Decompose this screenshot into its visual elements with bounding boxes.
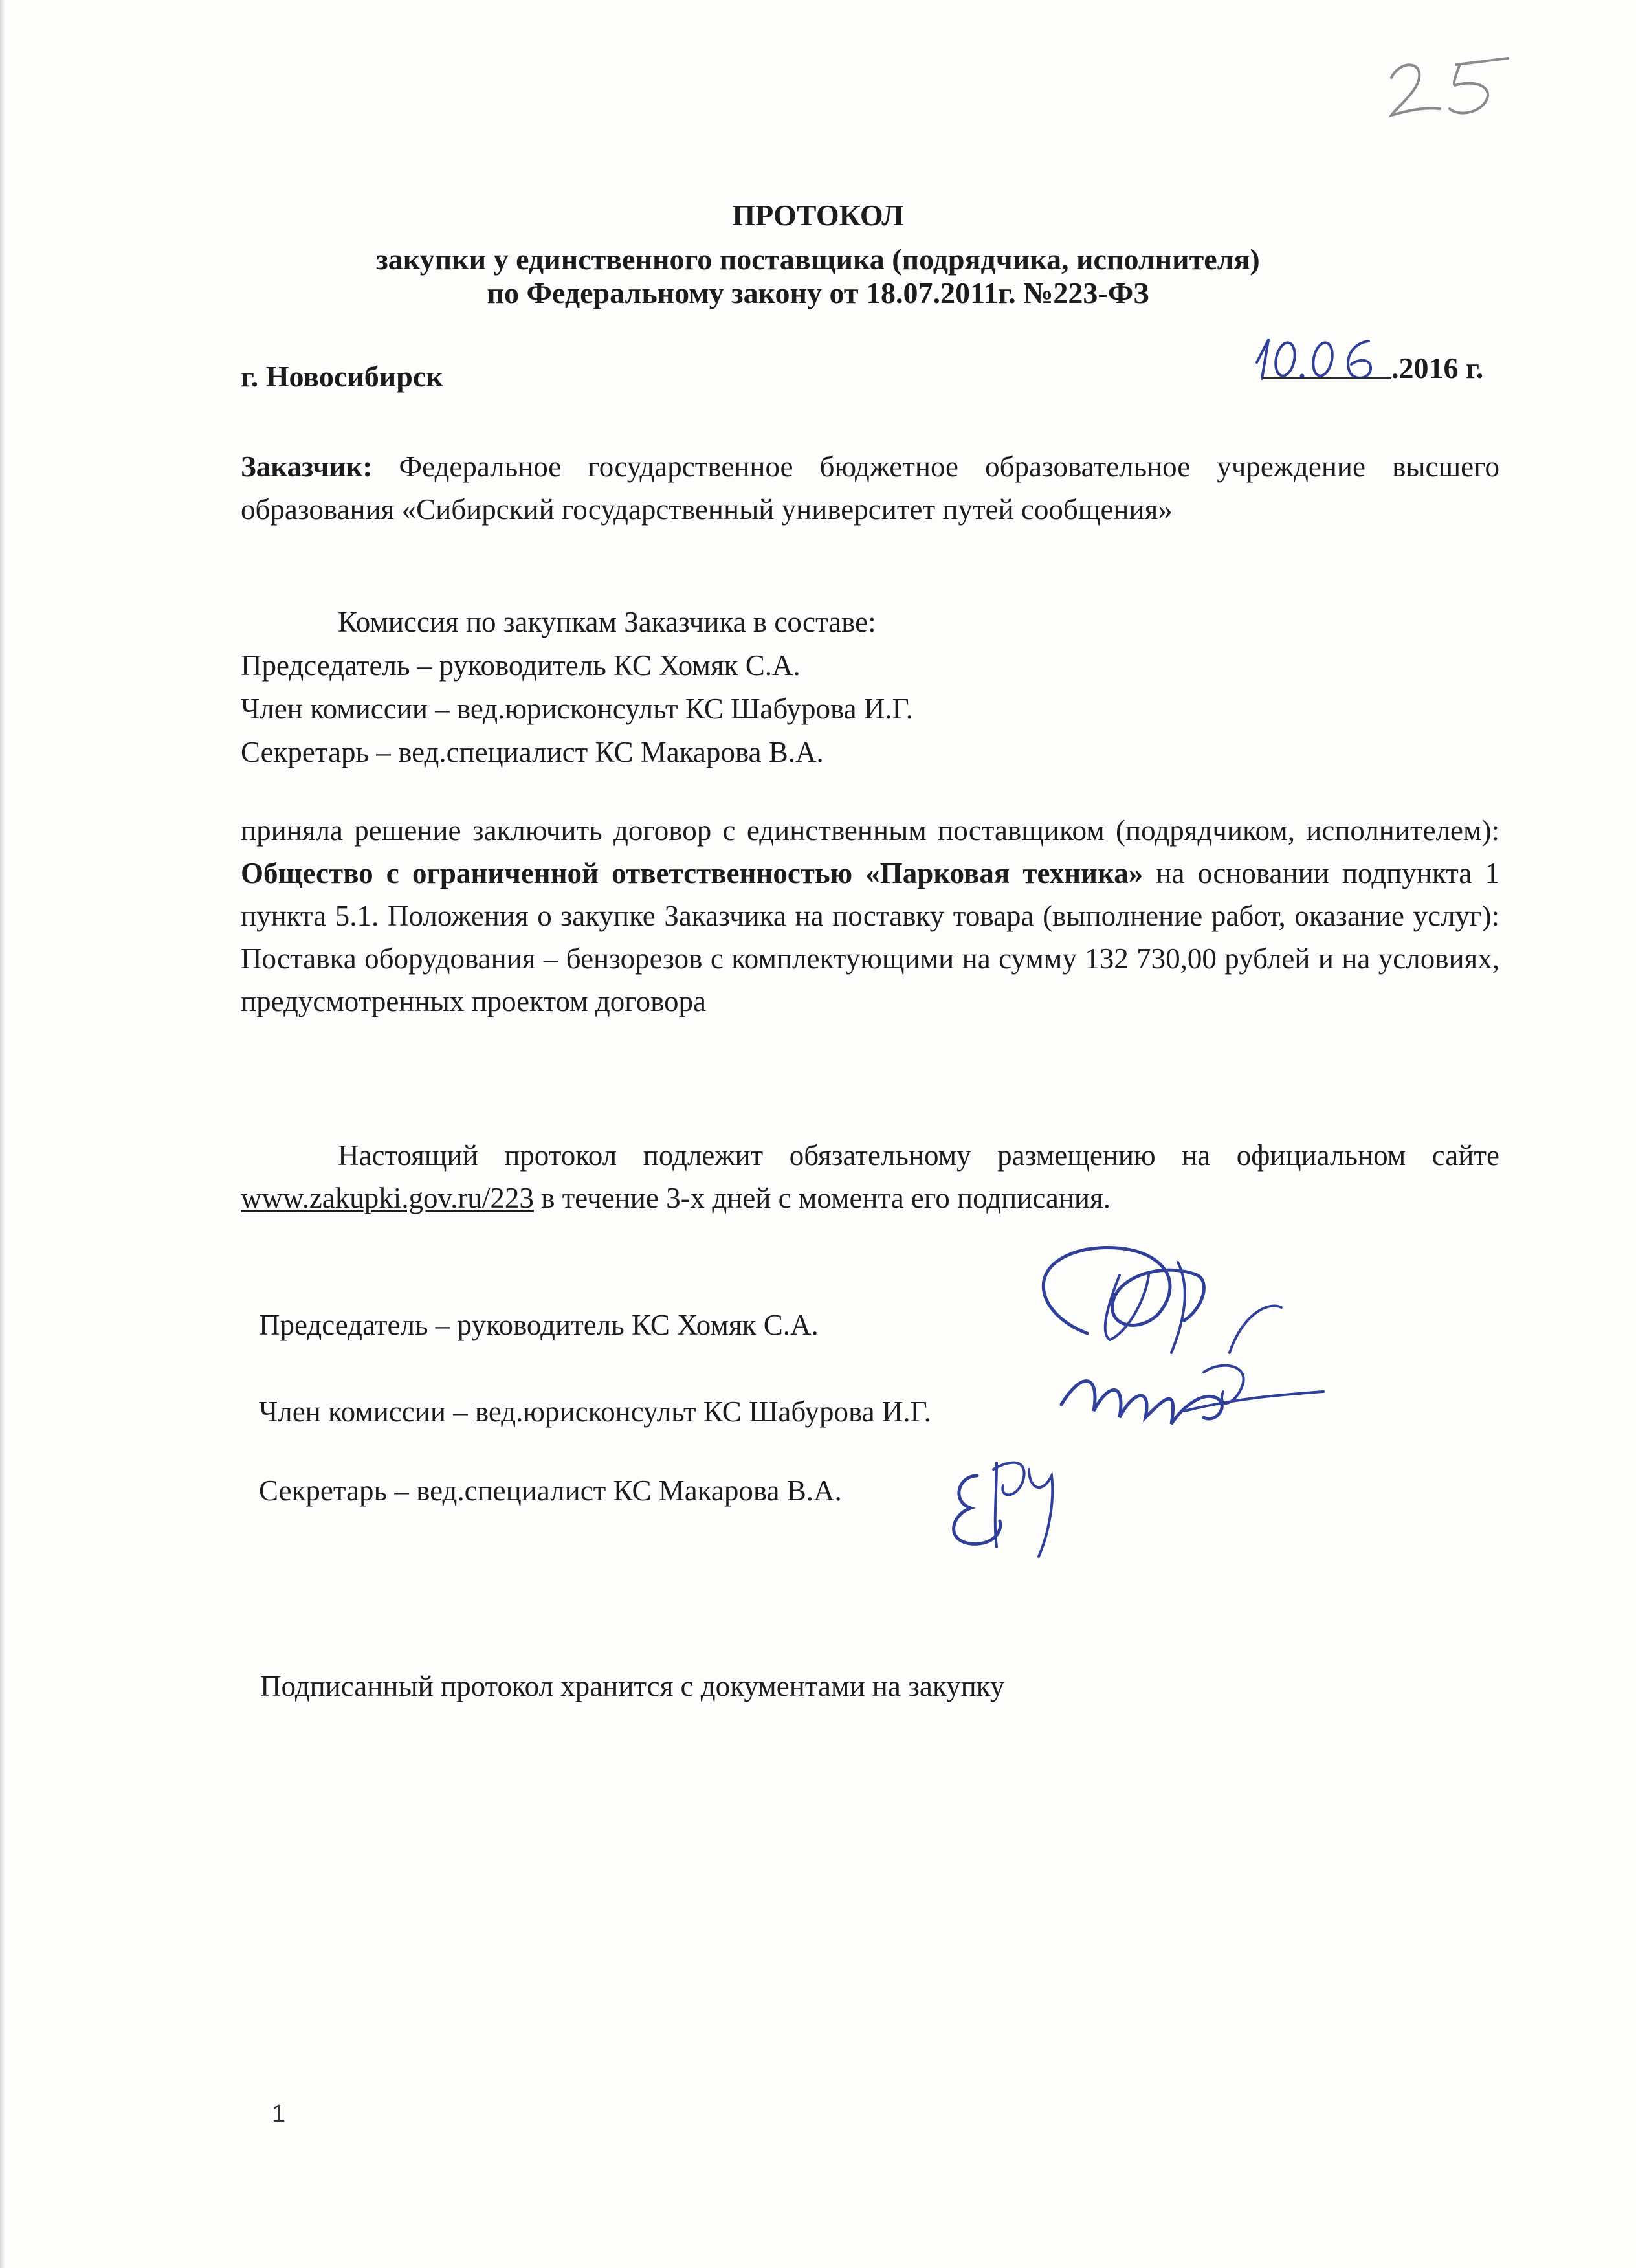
commission-secretary: Секретарь – вед.специалист КС Макарова В.А. — [241, 736, 824, 768]
document-title: ПРОТОКОЛ — [732, 199, 904, 232]
customer-label: Заказчик: — [241, 450, 373, 483]
page-number: 1 — [272, 2100, 286, 2128]
customer-text: Федеральное государственное бюджетное образовательное учреждение высшего образования «Сибирский государственный университет путей сообщения» — [241, 450, 1499, 526]
date-year: .2016 г. — [1391, 351, 1484, 384]
document-law-reference: по Федеральному закону от 18.07.2011г. №223-ФЗ — [487, 276, 1149, 309]
signature-line-member: Член комиссии – вед.юрисконсульт КС Шабурова И.Г. — [259, 1395, 931, 1428]
zakupki-link[interactable]: www.zakupki.gov.ru/223 — [241, 1182, 534, 1214]
supplier-name: Общество с ограниченной ответственностью «Парковая техника» — [241, 857, 1144, 889]
secretary-signature — [932, 1437, 1081, 1560]
customer-paragraph — [241, 445, 1499, 531]
city: г. Новосибирск — [241, 360, 443, 393]
decision-paragraph — [241, 809, 1499, 1023]
storage-note: Подписанный протокол хранится с документами на закупку — [260, 1670, 1005, 1702]
archive-number-handwritten — [1378, 39, 1521, 129]
document-subtitle: закупки у единственного поставщика (подрядчика, исполнителя) — [376, 243, 1260, 276]
signature-line-secretary: Секретарь – вед.специалист КС Макарова В.А. — [259, 1474, 842, 1507]
date-underline — [1262, 377, 1391, 379]
handwritten-date — [1243, 327, 1391, 385]
decision-text-after: на основании подпункта 1 пункта 5.1. Положения о закупке Заказчика на поставку товара (выполнение работ, оказание услуг): Поставка оборудования – бензорезов с комплектующими на сумму 132 730,00 рублей и на условиях, предусмотренных проектом договора — [241, 857, 1499, 1017]
decision-text-before: приняла решение заключить договор с единственным поставщиком (подрядчиком, исполнителем): — [241, 814, 1499, 847]
signature-line-chairman: Председатель – руководитель КС Хомяк С.А. — [259, 1309, 819, 1341]
publication-paragraph — [241, 1134, 1499, 1219]
publication-text-after: в течение 3-х дней с момента его подписания. — [533, 1182, 1111, 1214]
commission-chairman: Председатель – руководитель КС Хомяк С.А. — [241, 649, 801, 682]
scan-edge — [0, 0, 5, 2268]
document-date — [1243, 327, 1514, 392]
member-signature — [1055, 1346, 1327, 1443]
commission-intro: Комиссия по закупкам Заказчика в составе: — [338, 606, 876, 638]
publication-text-before: Настоящий протокол подлежит обязательному размещению на официальном сайте — [338, 1139, 1499, 1172]
commission-member: Член комиссии – вед.юрисконсульт КС Шабурова И.Г. — [241, 693, 913, 725]
